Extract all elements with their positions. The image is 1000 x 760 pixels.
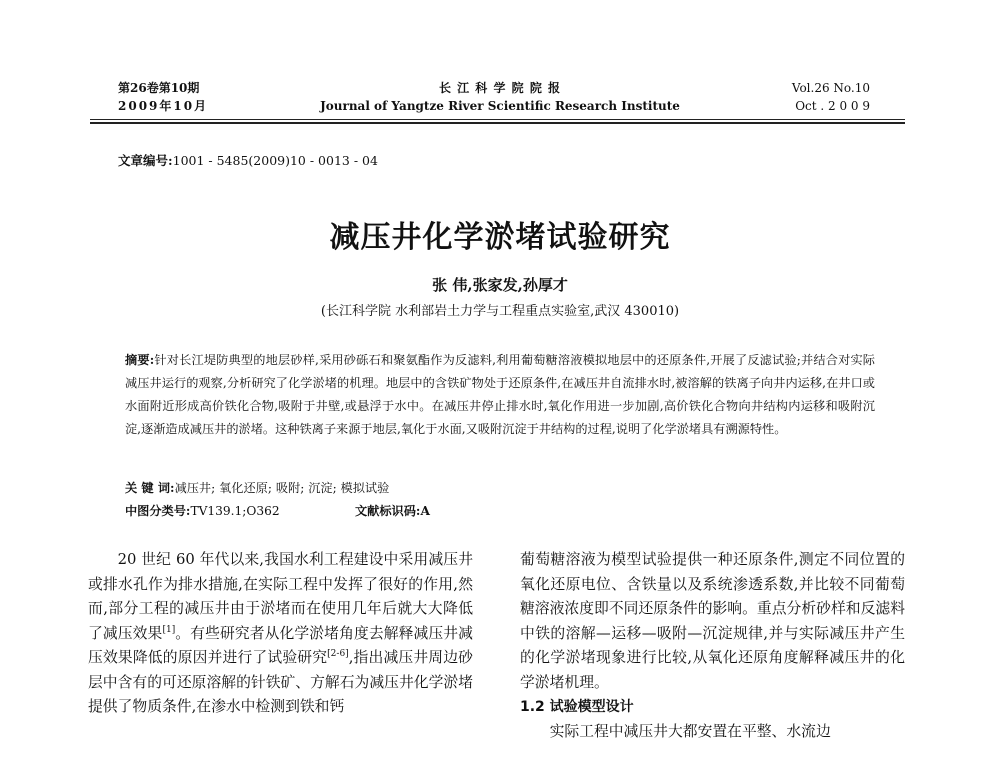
body-text: 。有些研究者从化学淤堵角度去解释减压井减压效果降低的原因并进行了试验研究	[88, 624, 473, 666]
keywords	[125, 479, 389, 496]
journal-name-cn: 长 江 科 学 院 院 报	[438, 81, 562, 95]
doc-code-label: 文献标识码:	[355, 504, 421, 518]
journal-name-en: Journal of Yangtze River Scientific Research Institute	[320, 99, 680, 113]
citation: [2-6]	[327, 649, 349, 659]
article-id-label: 文章编号:	[118, 153, 173, 168]
paper-affiliation: (长江科学院 水利部岩土力学与工程重点实验室,武汉 430010)	[320, 304, 680, 319]
article-id	[118, 151, 378, 169]
journal-date-en: Oct . 2 0 0 9	[795, 99, 870, 113]
body-paragraph: 实际工程中减压井大都安置在平整、水流边	[549, 722, 831, 740]
paper-authors: 张 伟,张家发,孙厚才	[432, 276, 568, 294]
body-text: 20 世纪 60 年代以来,我国水利工程建设中采用减压井或排水孔作为排水措施,在实际工程中发挥了很好的作用,然而,部分工程的减压井由于淤堵而在使用几年后就大大降低了减压效果	[88, 551, 473, 642]
abstract-label: 摘要:	[125, 353, 155, 367]
doc-code-value: A	[420, 504, 430, 518]
keywords-label: 关 键 词:	[125, 481, 175, 495]
paper-title: 减压井化学淤堵试验研究	[329, 220, 671, 255]
clc-value: TV139.1;O362	[190, 504, 280, 518]
body-text: ,指出减压井周边砂层中含有的可还原溶解的针铁矿、方解石为减压井化学淤堵提供了物质条件,在渗水中检测到铁和钙	[88, 649, 473, 715]
journal-date: 2009年10月	[118, 99, 209, 113]
body-paragraph: 葡萄糖溶液为模型试验提供一种还原条件,测定不同位置的氧化还原电位、含铁量以及系统渗透系数,并比较不同葡萄糖溶液浓度即不同还原条件的影响。重点分析砂样和反滤料中铁的溶解—运移—吸附—沉淀规律,并与实际减压井产生的化学淤堵现象进行比较,从氧化还原角度解释减压井的化学淤堵机理。	[520, 551, 905, 691]
abstract	[125, 349, 875, 441]
section-heading: 1.2 试验模型设计	[520, 699, 634, 715]
keywords-text: 减压井; 氧化还原; 吸附; 沉淀; 模拟试验	[174, 481, 390, 495]
journal-vol-no-en: Vol.26 No.10	[791, 81, 870, 95]
abstract-text: 针对长江堤防典型的地层砂样,采用砂砾石和聚氨酯作为反滤料,利用葡萄糖溶液模拟地层中的还原条件,开展了反滤试验;并结合对实际减压井运行的观察,分析研究了化学淤堵的机理。地层中的含铁矿物处于还原条件,在减压井自流排水时,被溶解的铁离子向井内运移,在井口或水面附近形成高价铁化合物,吸附于井壁,或悬浮于水中。在减压井停止排水时,氧化作用进一步加剧,高价铁化合物向井结构内运移和吸附沉淀,逐渐造成减压井的淤堵。这种铁离子来源于地层,氧化于水面,又吸附沉淀于井结构的过程,说明了化学淤堵具有溯源特性。	[125, 353, 875, 436]
body-paragraph	[88, 548, 473, 720]
body-left-column	[88, 548, 473, 720]
journal-volume-issue: 第26卷第10期	[118, 81, 200, 95]
header-rule-thin	[90, 119, 905, 120]
clc-label: 中图分类号:	[125, 504, 191, 518]
classification	[125, 502, 280, 519]
citation: [1]	[162, 624, 176, 635]
doc-code	[355, 502, 430, 519]
article-id-value: 1001 - 5485(2009)10 - 0013 - 04	[172, 153, 378, 168]
body-right-column	[520, 548, 905, 744]
header-rule-thick	[90, 122, 905, 124]
